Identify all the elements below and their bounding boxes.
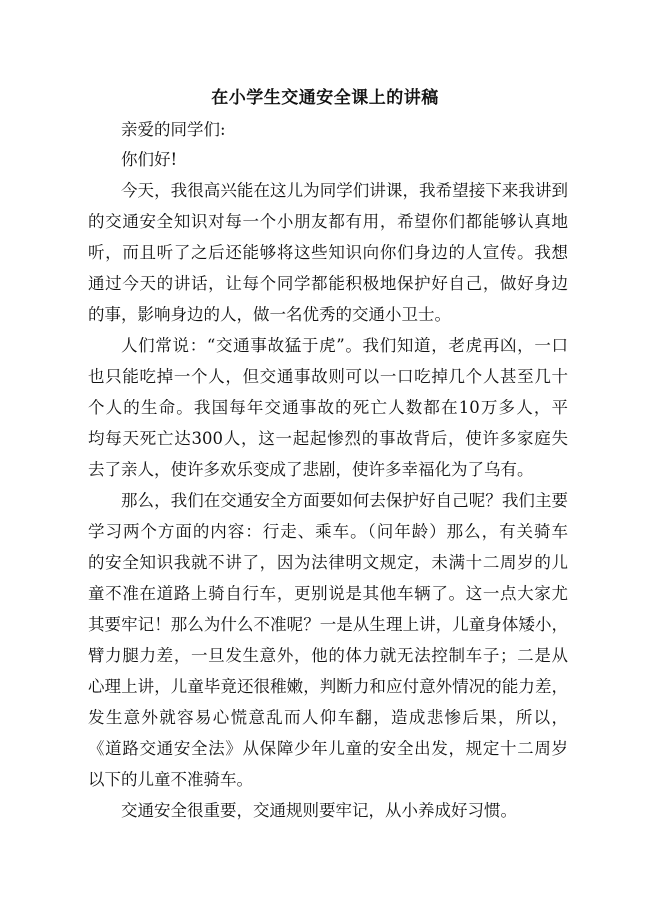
paragraph-3-line-1: 那么，我们在交通安全方面要如何去保护好自己呢？我们主要	[121, 491, 568, 510]
greeting: 你们好!	[121, 150, 178, 169]
salutation: 亲爱的同学们:	[121, 120, 226, 139]
paragraph-3-line-4: 童不准在道路上骑自行车，更别说是其他车辆了。这一点大家尤	[88, 584, 568, 603]
paragraph-1-line-5: 的事，影响身边的人，做一名优秀的交通小卫士。	[88, 305, 451, 324]
paragraph-4-line-1: 交通安全很重要，交通规则要牢记，从小养成好习惯。	[121, 801, 517, 820]
paragraph-2-line-4: 均每天死亡达300人，这一起起惨烈的事故背后，使许多家庭失	[88, 429, 568, 448]
paragraph-3-line-10: 以下的儿童不准骑车。	[88, 770, 253, 789]
paragraph-3-line-9: 《道路交通安全法》从保障少年儿童的安全出发，规定十二周岁	[88, 739, 568, 758]
paragraph-3-line-8: 发生意外就容易心慌意乱而人仰车翻，造成悲惨后果，所以，	[88, 708, 568, 727]
document-title: 在小学生交通安全课上的讲稿	[211, 88, 439, 108]
paragraph-3-line-7: 心理上讲，儿童毕竟还很稚嫩，判断力和应付意外情况的能力差，	[88, 677, 568, 696]
paragraph-2-line-5: 去了亲人，使许多欢乐变成了悲剧，使许多幸福化为了乌有。	[88, 460, 534, 479]
paragraph-3-line-6: 臂力腿力差，一旦发生意外，他的体力就无法控制车子；二是从	[88, 646, 568, 665]
paragraph-1-line-3: 听，而且听了之后还能够将这些知识向你们身边的人宣传。我想	[88, 243, 568, 262]
paragraph-2-line-2: 也只能吃掉一个人，但交通事故则可以一口吃掉几个人甚至几十	[88, 367, 568, 386]
paragraph-1-line-1: 今天，我很高兴能在这儿为同学们讲课，我希望接下来我讲到	[121, 181, 568, 200]
paragraph-3-line-3: 的安全知识我就不讲了，因为法律明文规定，未满十二周岁的儿	[88, 553, 568, 572]
paragraph-1-line-4: 通过今天的讲话，让每个同学都能积极地保护好自己，做好身边	[88, 274, 568, 293]
paragraph-3-line-2: 学习两个方面的内容：行走、乘车。（问年龄）那么，有关骑车	[88, 522, 568, 541]
paragraph-1-line-2: 的交通安全知识对每一个小朋友都有用，希望你们都能够认真地	[88, 212, 568, 231]
paragraph-2-line-3: 个人的生命。我国每年交通事故的死亡人数都在10万多人，平	[88, 398, 568, 417]
paragraph-3-line-5: 其要牢记！那么为什么不准呢？一是从生理上讲，儿童身体矮小，	[88, 615, 568, 634]
paragraph-2-line-1: 人们常说：“交通事故猛于虎”。我们知道，老虎再凶，一口	[121, 336, 568, 355]
